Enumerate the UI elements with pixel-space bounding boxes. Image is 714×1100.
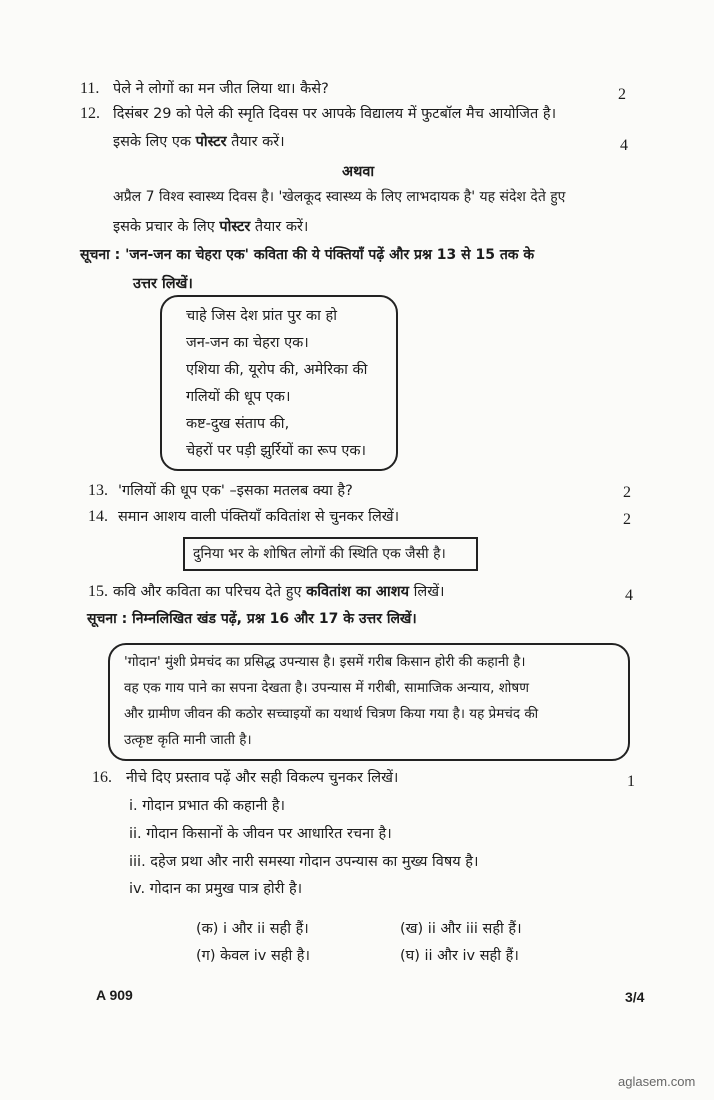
q12-marks: 4: [620, 137, 628, 154]
q14-text: समान आशय वाली पंक्तियाँ कवितांश से चुनकर लिखें।: [118, 509, 400, 525]
q14-marks: 2: [623, 511, 631, 528]
poem-line: जन-जन का चेहरा एक।: [186, 335, 309, 351]
page-number: 3/4: [625, 989, 645, 1005]
q12-line1: दिसंबर 29 को पेले की स्मृति दिवस पर आपके विद्यालय में फुटबॉल मैच आयोजित है।: [113, 106, 557, 122]
notice-1-line2: उत्तर लिखें।: [133, 276, 193, 292]
poem-line: गलियों की धूप एक।: [186, 389, 291, 405]
godan-line: उत्कृष्ट कृति मानी जाती है।: [124, 732, 252, 748]
q16-option: (क) i और ii सही हैं।: [196, 921, 309, 937]
q14-number: 14.: [88, 508, 108, 525]
q16-option: (ग) केवल iv सही है।: [196, 948, 311, 964]
q16-number: 16.: [92, 769, 112, 786]
poem-line: कष्ट-दुख संताप की,: [186, 416, 290, 432]
q16-statement: iii. दहेज प्रथा और नारी समस्या गोदान उपन्यास का मुख्य विषय है।: [129, 854, 479, 870]
q12alt-line1: अप्रैल 7 विश्व स्वास्थ्य दिवस है। 'खेलकूद स्वास्थ्य के लिए लाभदायक है' यह संदेश देते हुए: [113, 189, 566, 205]
poem-line: चाहे जिस देश प्रांत पुर का हो: [186, 308, 337, 324]
q16-statement: i. गोदान प्रभात की कहानी है।: [129, 798, 286, 814]
q16-text: नीचे दिए प्रस्ताव पढ़ें और सही विकल्प चुनकर लिखें।: [126, 770, 399, 786]
athva-heading: अथवा: [342, 164, 375, 180]
godan-line: 'गोदान' मुंशी प्रेमचंद का प्रसिद्ध उपन्यास है। इसमें गरीब किसान होरी की कहानी है।: [124, 654, 526, 670]
q11-number: 11.: [80, 80, 100, 97]
q12alt-line2: इसके प्रचार के लिए पोस्टर तैयार करें।: [113, 219, 309, 235]
watermark: aglasem.com: [618, 1074, 696, 1089]
q14-box-text: दुनिया भर के शोषित लोगों की स्थिति एक जैसी है।: [193, 546, 446, 562]
godan-passage-box: [108, 643, 630, 761]
q13-marks: 2: [623, 484, 631, 501]
q12-line2: इसके लिए एक पोस्टर तैयार करें।: [113, 134, 285, 150]
q16-statement: iv. गोदान का प्रमुख पात्र होरी है।: [129, 881, 303, 897]
q15-text: कवि और कविता का परिचय देते हुए कवितांश का आशय लिखें।: [113, 584, 445, 600]
notice-2: सूचना : निम्नलिखित खंड पढ़ें, प्रश्न 16 और 17 के उत्तर लिखें।: [87, 611, 417, 627]
q13-number: 13.: [88, 482, 108, 499]
notice-1-line1: सूचना : 'जन-जन का चेहरा एक' कविता की ये पंक्तियाँ पढ़ें और प्रश्न 13 से 15 तक के: [80, 247, 535, 263]
q16-marks: 1: [627, 773, 635, 790]
q14-answer-box: [183, 537, 478, 571]
poem-box: [160, 295, 398, 471]
q16-statement: ii. गोदान किसानों के जीवन पर आधारित रचना है।: [129, 826, 392, 842]
q12-number: 12.: [80, 105, 100, 122]
q15-number: 15.: [88, 583, 108, 600]
q11-text: पेले ने लोगों का मन जीत लिया था। कैसे?: [113, 81, 329, 97]
q16-option: (ख) ii और iii सही हैं।: [400, 921, 522, 937]
q16-option: (घ) ii और iv सही हैं।: [400, 948, 519, 964]
q15-marks: 4: [625, 587, 633, 604]
paper-code: A 909: [96, 987, 133, 1003]
godan-line: वह एक गाय पाने का सपना देखता है। उपन्यास में गरीबी, सामाजिक अन्याय, शोषण: [124, 680, 529, 696]
godan-line: और ग्रामीण जीवन की कठोर सच्चाइयों का यथार्थ चित्रण किया गया है। यह प्रेमचंद की: [124, 706, 539, 722]
poem-line: चेहरों पर पड़ी झुर्रियों का रूप एक।: [186, 443, 367, 459]
q13-text: 'गलियों की धूप एक' –इसका मतलब क्या है?: [118, 483, 353, 499]
poem-line: एशिया की, यूरोप की, अमेरिका की: [186, 362, 368, 378]
q11-marks: 2: [618, 86, 626, 103]
